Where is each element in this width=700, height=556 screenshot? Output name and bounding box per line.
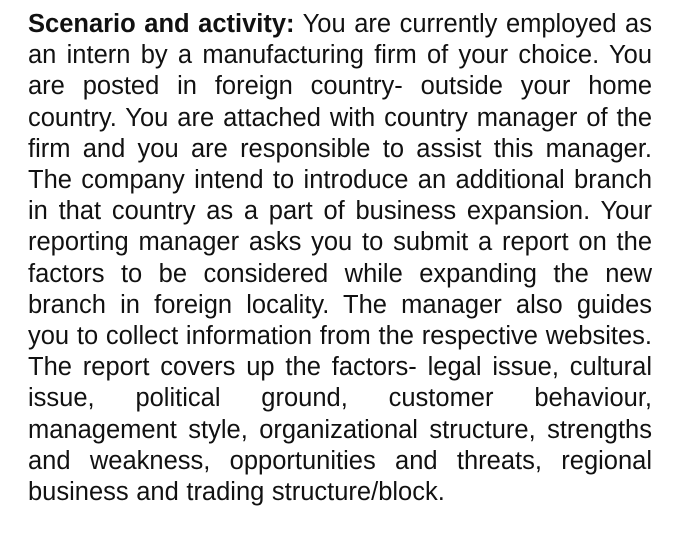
scenario-body: You are currently employed as an intern by a manufacturing firm of your choice. You are posted in foreign country- outside your home country. You are attached with country manager of the firm and you are responsible to assist this manager. The company intend to introduce an additional branch in that country as a part of business expansion. Your reporting manager asks you to submit a report on the factors to be considered while expanding the new branch in foreign locality. The manager also guides you to collect information from the respective websites. The report covers up the factors- legal issue, cultural issue, political ground, customer behaviour, management style, organizational structure, strengths and weakness, opportunities and threats, regional business and trading structure/block.	[28, 10, 652, 507]
scenario-heading: Scenario and activity:	[28, 10, 295, 38]
scenario-paragraph	[28, 9, 652, 508]
